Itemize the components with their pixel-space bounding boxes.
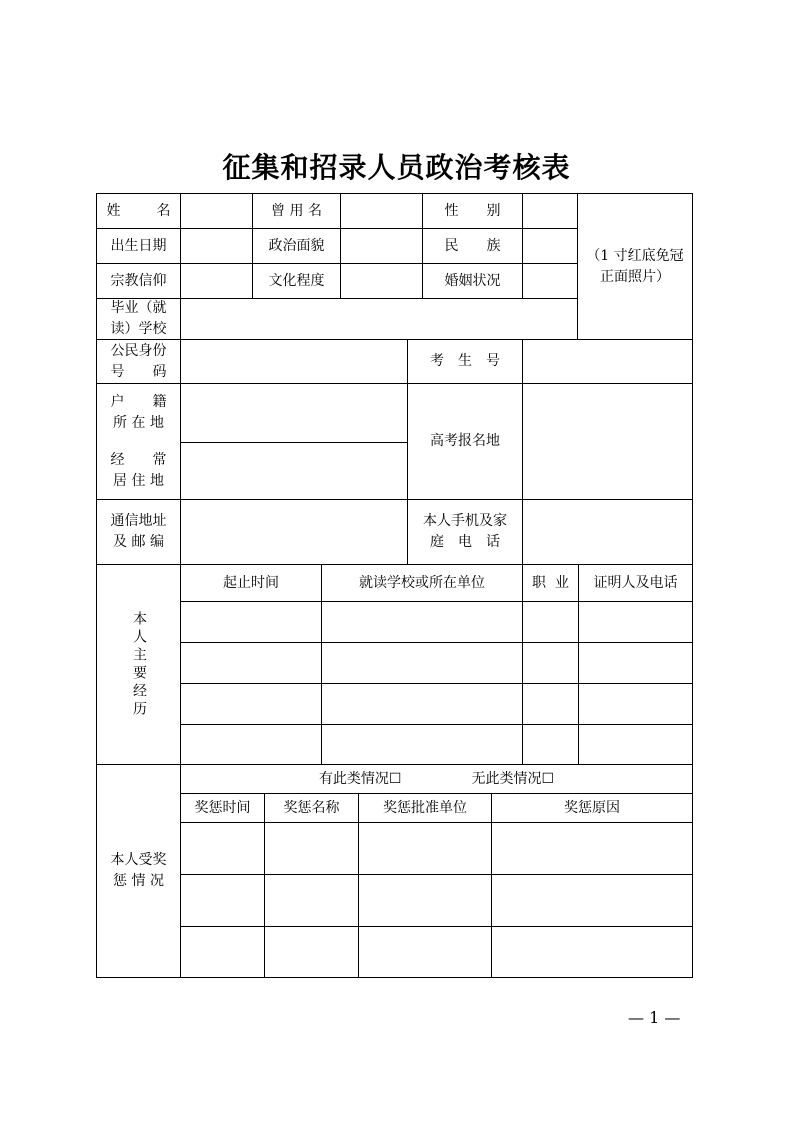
exp-header-period: 起止时间 — [223, 574, 279, 591]
has-awards-checkbox[interactable]: 有此类情况☐ — [318, 770, 402, 787]
photo-note: （1 寸红底免冠正面照片） — [586, 247, 684, 285]
label-education: 文化程度 — [268, 272, 325, 289]
phone-field[interactable] — [523, 500, 692, 564]
label-awards: 本人受奖 惩 情 况 — [110, 852, 167, 889]
exp-row-2[interactable] — [181, 643, 692, 683]
exam-place-field[interactable] — [523, 384, 692, 499]
political-status-field[interactable] — [341, 229, 422, 263]
label-huji: 户 籍 所 在 地 — [110, 394, 167, 431]
marital-status-field[interactable] — [523, 264, 577, 298]
label-exam-place: 高考报名地 — [430, 433, 500, 449]
exp-header-witness: 证明人及电话 — [593, 574, 678, 591]
label-gender: 性 别 — [444, 202, 501, 219]
page-number: — 1 — — [628, 1008, 681, 1027]
label-political-status: 政治面貌 — [268, 237, 325, 254]
address-field[interactable] — [181, 500, 407, 564]
label-address: 通信地址 及 邮 编 — [110, 513, 167, 550]
birth-date-field[interactable] — [181, 229, 252, 263]
exp-row-4[interactable] — [181, 725, 692, 764]
award-header-reason: 奖惩原因 — [564, 799, 620, 816]
award-header-approver: 奖惩批准单位 — [383, 799, 467, 816]
name-field[interactable] — [181, 194, 252, 228]
label-birth-date: 出生日期 — [110, 237, 167, 254]
award-row-1[interactable] — [181, 823, 692, 874]
id-number-field[interactable] — [181, 340, 407, 383]
awards-options-row — [181, 765, 692, 793]
exp-header-school: 就读学校或所在单位 — [359, 574, 485, 591]
photo-box — [578, 194, 692, 339]
label-exam-number: 考 生 号 — [430, 353, 500, 369]
label-name: 姓 名 — [106, 202, 171, 219]
award-header-time: 奖惩时间 — [194, 799, 251, 816]
ethnicity-field[interactable] — [523, 229, 577, 263]
huji-field[interactable] — [181, 384, 407, 442]
religion-field[interactable] — [181, 264, 252, 298]
exp-row-1[interactable] — [181, 602, 692, 642]
page-title: 征集和招录人员政治考核表 — [222, 151, 571, 184]
school-field[interactable] — [181, 299, 577, 339]
exp-row-3[interactable] — [181, 684, 692, 724]
gender-field[interactable] — [523, 194, 577, 228]
award-row-3[interactable] — [181, 927, 692, 977]
label-former-name: 曾 用 名 — [271, 202, 322, 219]
label-residence: 经 常 居 住 地 — [110, 452, 167, 489]
no-awards-checkbox[interactable]: 无此类情况☐ — [471, 770, 555, 787]
award-header-name: 奖惩名称 — [283, 799, 340, 816]
exp-header-job: 职 业 — [532, 574, 569, 591]
exam-number-field[interactable] — [523, 340, 692, 383]
label-religion: 宗教信仰 — [110, 272, 167, 289]
label-school: 毕业（就 读）学校 — [110, 300, 167, 337]
label-phone: 本人手机及家 庭 电 话 — [423, 513, 507, 550]
label-id-number: 公民身份 号 码 — [110, 342, 167, 380]
residence-field[interactable] — [181, 443, 407, 499]
label-experience: 本人主要经历 — [131, 610, 147, 719]
education-field[interactable] — [341, 264, 422, 298]
former-name-field[interactable] — [341, 194, 422, 228]
award-row-2[interactable] — [181, 875, 692, 926]
label-ethnicity: 民 族 — [444, 237, 501, 254]
label-marital-status: 婚姻状况 — [444, 272, 501, 289]
